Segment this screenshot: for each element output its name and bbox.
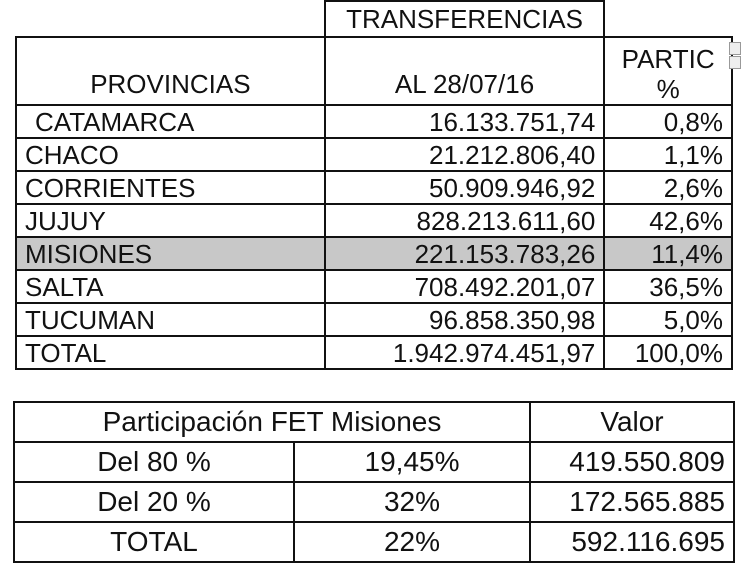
- pct-cell: 1,1%: [604, 138, 732, 171]
- amount-cell: 1.942.974.451,97: [325, 336, 605, 369]
- province-cell: TOTAL: [16, 336, 325, 369]
- table-row: [16, 270, 732, 303]
- province-cell: SALTA: [16, 270, 325, 303]
- table-row: [16, 303, 732, 336]
- amount-cell: 828.213.611,60: [325, 204, 605, 237]
- header-provincias: PROVINCIAS: [16, 37, 325, 105]
- table-header-row: [14, 402, 734, 442]
- province-cell: JUJUY: [16, 204, 325, 237]
- spin-control[interactable]: [729, 42, 741, 68]
- pct-cell: 36,5%: [604, 270, 732, 303]
- value-cell: 172.565.885: [530, 482, 734, 522]
- table-row: [14, 442, 734, 482]
- value-cell: 419.550.809: [530, 442, 734, 482]
- label-cell: TOTAL: [14, 522, 294, 562]
- label-cell: Del 20 %: [14, 482, 294, 522]
- amount-cell: 96.858.350,98: [325, 303, 605, 336]
- empty-header-cell: [16, 1, 325, 37]
- province-cell: MISIONES: [16, 237, 325, 270]
- amount-cell: 16.133.751,74: [325, 105, 605, 138]
- header-transferencias: TRANSFERENCIAS: [325, 1, 605, 37]
- table-row: [14, 482, 734, 522]
- transfers-table: [15, 0, 733, 370]
- province-cell: CORRIENTES: [16, 171, 325, 204]
- label-cell: Del 80 %: [14, 442, 294, 482]
- header-partic-line1: PARTIC: [621, 44, 715, 74]
- pct-cell: 2,6%: [604, 171, 732, 204]
- table-row-highlighted: [16, 237, 732, 270]
- pct-cell: 32%: [294, 482, 530, 522]
- amount-cell: 50.909.946,92: [325, 171, 605, 204]
- spin-up-icon[interactable]: [729, 42, 741, 55]
- header-valor: Valor: [530, 402, 734, 442]
- empty-header-cell: [604, 1, 732, 37]
- pct-cell: 42,6%: [604, 204, 732, 237]
- amount-cell: 221.153.783,26: [325, 237, 605, 270]
- pct-cell: 19,45%: [294, 442, 530, 482]
- province-cell: TUCUMAN: [16, 303, 325, 336]
- spin-down-icon[interactable]: [729, 56, 741, 69]
- pct-cell: 100,0%: [604, 336, 732, 369]
- table-row: [16, 105, 732, 138]
- amount-cell: 708.492.201,07: [325, 270, 605, 303]
- header-participacion: Participación FET Misiones: [14, 402, 530, 442]
- pct-cell: 22%: [294, 522, 530, 562]
- table-row: [16, 204, 732, 237]
- header-partic: [604, 37, 732, 105]
- amount-cell: 21.212.806,40: [325, 138, 605, 171]
- province-cell: CATAMARCA: [16, 105, 325, 138]
- pct-cell: 11,4%: [604, 237, 732, 270]
- pct-cell: 5,0%: [604, 303, 732, 336]
- table-row: [16, 171, 732, 204]
- province-cell: CHACO: [16, 138, 325, 171]
- fet-participation-table: [13, 401, 735, 563]
- table-row-total: [14, 522, 734, 562]
- table-row: [16, 138, 732, 171]
- pct-cell: 0,8%: [604, 105, 732, 138]
- header-date: AL 28/07/16: [325, 37, 605, 105]
- table-row-total: [16, 336, 732, 369]
- header-partic-line2: %: [656, 74, 680, 104]
- value-cell: 592.116.695: [530, 522, 734, 562]
